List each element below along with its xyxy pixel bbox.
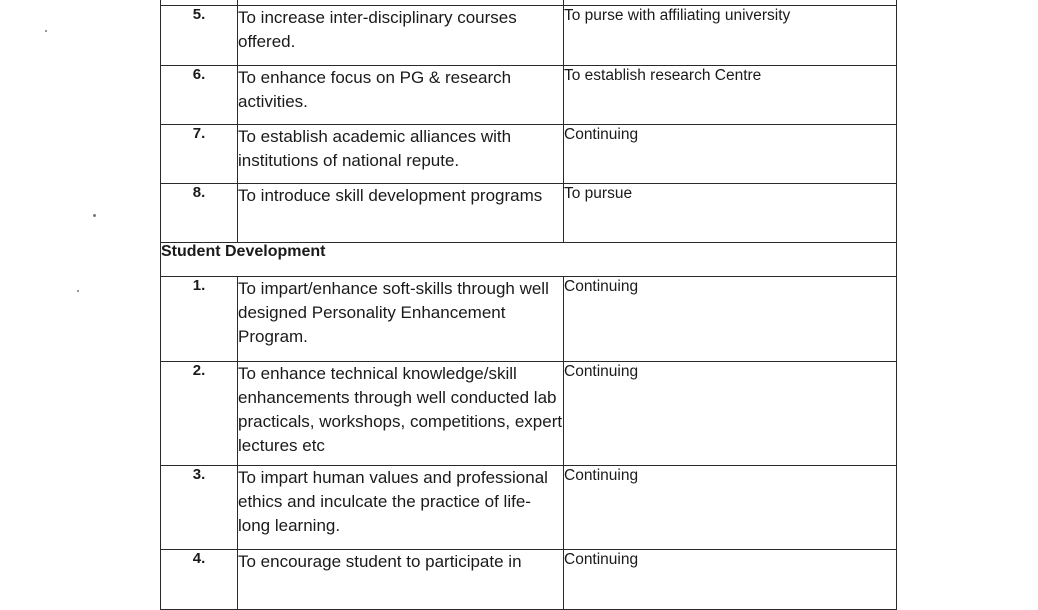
objective-cell: To impart/enhance soft-skills through well designed Personality Enhancement Program. [238, 277, 564, 362]
row-number: 8. [161, 184, 238, 243]
development-plan-table [160, 0, 897, 610]
action-cell: Continuing [564, 466, 897, 550]
action-cell: To purse with affiliating university [564, 6, 897, 66]
table-row [161, 125, 897, 184]
row-number: 1. [161, 277, 238, 362]
objective-cell: To increase inter-disciplinary courses offered. [238, 6, 564, 66]
objective-cell: To introduce skill development programs [238, 184, 564, 243]
table-row [161, 277, 897, 362]
scan-speck [93, 214, 96, 217]
row-number: 6. [161, 66, 238, 125]
row-number: 7. [161, 125, 238, 184]
table-row [161, 466, 897, 550]
scan-speck [77, 290, 79, 292]
table-row [161, 362, 897, 466]
objective-cell: To encourage student to participate in [238, 550, 564, 610]
action-cell: To pursue [564, 184, 897, 243]
objective-cell: To enhance technical knowledge/skill enhancements through well conducted lab practicals, workshops, competitions, expert lectures etc [238, 362, 564, 466]
table-row [161, 66, 897, 125]
action-cell: To establish research Centre [564, 66, 897, 125]
objective-cell: To enhance focus on PG & research activities. [238, 66, 564, 125]
section-row [161, 243, 897, 277]
table-row [161, 184, 897, 243]
action-cell: Continuing [564, 277, 897, 362]
action-cell: Continuing [564, 550, 897, 610]
row-number: 5. [161, 6, 238, 66]
table-row [161, 550, 897, 610]
objective-cell: To impart human values and professional ethics and inculcate the practice of life-long learning. [238, 466, 564, 550]
row-number: 4. [161, 550, 238, 610]
action-cell: Continuing [564, 362, 897, 466]
action-cell: Continuing [564, 125, 897, 184]
row-number: 3. [161, 466, 238, 550]
scan-speck [45, 30, 47, 32]
row-number: 2. [161, 362, 238, 466]
table-row [161, 6, 897, 66]
section-title: Student Development [161, 243, 897, 277]
objective-cell: To establish academic alliances with institutions of national repute. [238, 125, 564, 184]
